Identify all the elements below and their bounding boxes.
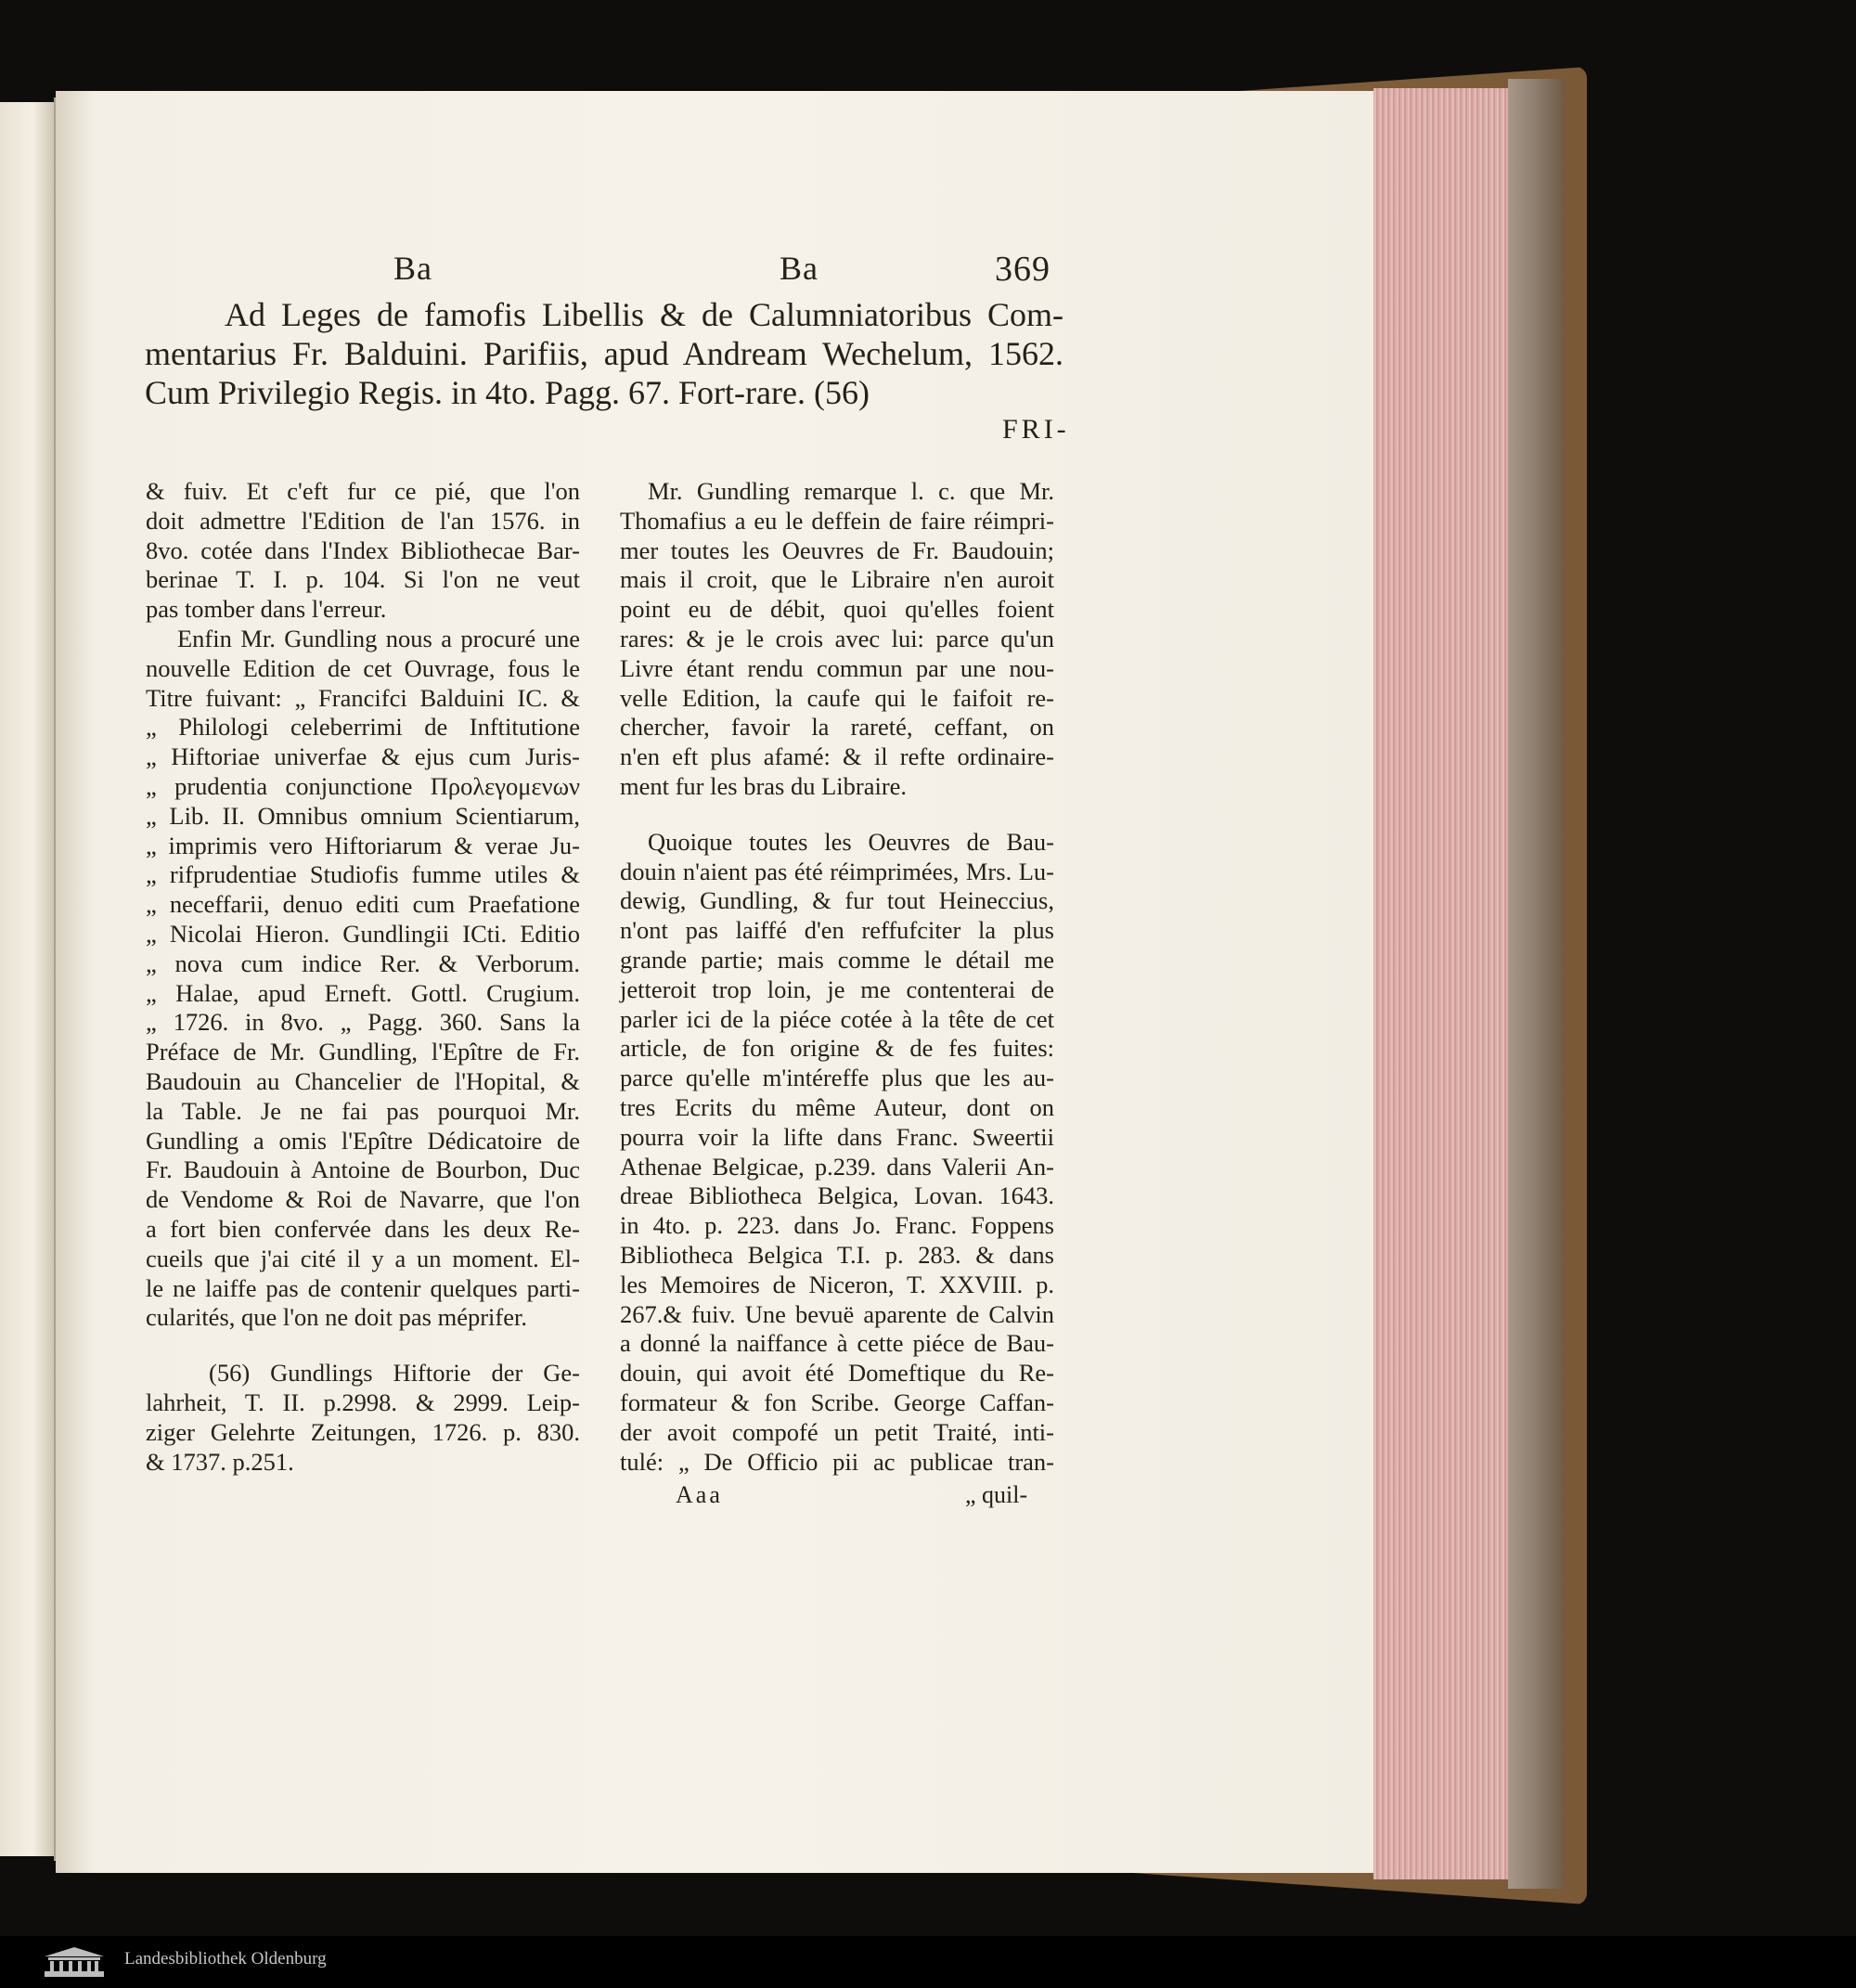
text-line: Baudouin au Chancelier de l'Hopital, & [146,1066,580,1095]
left-page-sliver [0,102,54,1856]
signature-mark: Aaa [676,1481,723,1508]
library-name: Landesbibliothek Oldenburg [124,1949,327,1969]
text-line: in 4to. p. 223. dans Jo. Franc. Foppens [620,1211,1054,1240]
running-head-center: Ba [780,250,818,287]
text-line: Bibliotheca Belgica T.I. p. 283. & dans [620,1240,1054,1269]
text-line: article, de fon origine & de fes fuites: [620,1034,1054,1063]
text-line: pourra voir la lifte dans Franc. Sweertii [620,1122,1054,1151]
text-line: rares: & je le crois avec lui: parce qu'un [620,624,1054,652]
text-line: Thomafius a eu le deffein de faire réimpri- [620,506,1054,535]
text-line: velle Edition, la caufe qui le faifoit re- [620,683,1054,712]
text-line: der avoit compofé un petit Traité, inti- [620,1417,1054,1446]
footnote-line: & 1737. p.251. [146,1447,294,1476]
text-line: formateur & fon Scribe. George Caffan- [620,1388,1054,1416]
text-line: chercher, favoir la rareté, ceffant, on [620,713,1054,742]
text-line: 267.& fuiv. Une bevuë aparente de Calvin [620,1299,1054,1328]
text-line: Quoique toutes les Oeuvres de Bau- [648,827,1054,856]
text-line: „ imprimis vero Hiftoriarum & verae Ju- [146,831,580,859]
text-line: a fort bien confervée dans les deux Re- [146,1214,580,1243]
text-line: Enfin Mr. Gundling nous a procuré une [177,624,580,652]
text-line: tulé: „ De Officio pii ac publicae tran- [620,1447,1054,1476]
text-line: „ prudentia conjunctione Προλεγομενων [146,771,580,800]
text-line: Préface de Mr. Gundling, l'Epître de Fr. [146,1038,580,1066]
text-line: mer toutes les Oeuvres de Fr. Baudouin; [620,536,1054,564]
entry-title [145,295,1063,412]
footnote-line: (56) Gundlings Hiftorie der Ge- [209,1359,580,1388]
running-head-left: Ba [393,250,432,287]
board-edge [1508,79,1564,1889]
right-column [620,477,1054,1477]
text-line: douin, qui avoit été Domeftique du Re- [620,1359,1054,1388]
text-line: „ Nicolai Hieron. Gundlingii ICti. Editio [146,919,580,948]
text-line: cueils que j'ai cité il y a un moment. El- [146,1244,580,1272]
title-line: Ad Leges de famofis Libellis & de Calumniatoribus Com- [225,296,1063,333]
text-line: „ Hiftoriae univerfae & ejus cum Juris- [146,742,580,771]
text-line: cularités, que l'on ne doit pas méprifer. [146,1303,527,1332]
text-line: berinae T. I. p. 104. Si l'on ne veut [146,565,580,594]
text-line: dewig, Gundling, & fur tout Heineccius, [620,886,1054,915]
text-line: douin n'aient pas été réimprimées, Mrs. Lu- [620,857,1054,885]
text-line: doit admettre l'Edition de l'an 1576. in [146,506,580,535]
text-line: 8vo. cotée dans l'Index Bibliothecae Bar- [146,536,580,564]
text-line: „ rifprudentiae Studiofis fumme utiles & [146,860,580,889]
title-line: mentarius Fr. Balduini. Parifiis, apud Andream Wechelum, 1562. [145,335,1063,372]
text-line: de Vendome & Roi de Navarre, que l'on [146,1185,580,1214]
text-line: „ nova cum indice Rer. & Verborum. [146,949,580,977]
page-edges [1373,88,1508,1879]
text-line: la Table. Je ne fai pas pourquoi Mr. [146,1096,580,1125]
title-line: Cum Privilegio Regis. in 4to. Pagg. 67. Fort-rare. (56) [145,374,870,411]
catchword-bottom: „ quil- [965,1481,1028,1508]
text-line: pas tomber dans l'erreur. [146,595,387,624]
text-line: n'en eft plus afamé: & il refte ordinaire- [620,742,1054,771]
text-line: Livre étant rendu commun par une nou- [620,653,1054,682]
text-line: „ 1726. in 8vo. „ Pagg. 360. Sans la [146,1008,580,1037]
footnote-line: ziger Gelehrte Zeitungen, 1726. p. 830. [146,1417,580,1446]
text-line: Mr. Gundling remarque l. c. que Mr. [648,477,1054,505]
text-line: „ Lib. II. Omnibus omnium Scientiarum, [146,801,580,830]
text-line: Fr. Baudouin à Antoine de Bourbon, Duc [146,1155,580,1184]
text-line: les Memoires de Niceron, T. XXVIII. p. [620,1270,1054,1298]
footnote-line: lahrheit, T. II. p.2998. & 2999. Leip- [146,1388,580,1416]
text-line: n'ont pas laiffé d'en reffufciter la plus [620,916,1054,945]
library-building-icon [41,1943,108,1981]
text-line: Gundling a omis l'Epître Dédicatoire de [146,1126,580,1155]
text-line: dreae Bibliotheca Belgica, Lovan. 1643. [620,1181,1054,1210]
text-line: point eu de débit, quoi qu'elles foient [620,595,1054,624]
text-line: mais il croit, que le Libraire n'en auroit [620,565,1054,594]
text-line: Titre fuivant: „ Francifci Balduini IC. & [146,683,580,712]
text-line: „ Halae, apud Erneft. Gottl. Crugium. [146,978,580,1007]
text-line: & fuiv. Et c'eft fur ce pié, que l'on [146,477,580,505]
text-line: „ neceffarii, denuo editi cum Praefatione [146,890,580,919]
text-line: le ne laiffe pas de contenir quelques parti- [146,1273,580,1302]
text-line: tres Ecrits du même Auteur, dont on [620,1092,1054,1121]
text-line: „ Philologi celeberrimi de Inftitutione [146,713,580,742]
text-line: a donné la naiffance à cette piéce de Bau- [620,1329,1054,1358]
text-line: nouvelle Edition de cet Ouvrage, fous le [146,653,580,682]
text-line: grande partie; mais comme le détail me [620,945,1054,974]
text-line: ment fur les bras du Libraire. [620,771,908,800]
left-column [146,477,580,1477]
text-line: Athenae Belgicae, p.239. dans Valerii An- [620,1152,1054,1181]
text-line: parce qu'elle m'intéreffe plus que les au- [620,1064,1054,1092]
text-line: jetteroit trop loin, je me contenterai de [620,975,1054,1003]
text-line: parler ici de la piéce cotée à la tête de cet [620,1004,1054,1033]
page-number: 369 [995,250,1050,289]
catchword-top: FRI- [1002,414,1070,445]
